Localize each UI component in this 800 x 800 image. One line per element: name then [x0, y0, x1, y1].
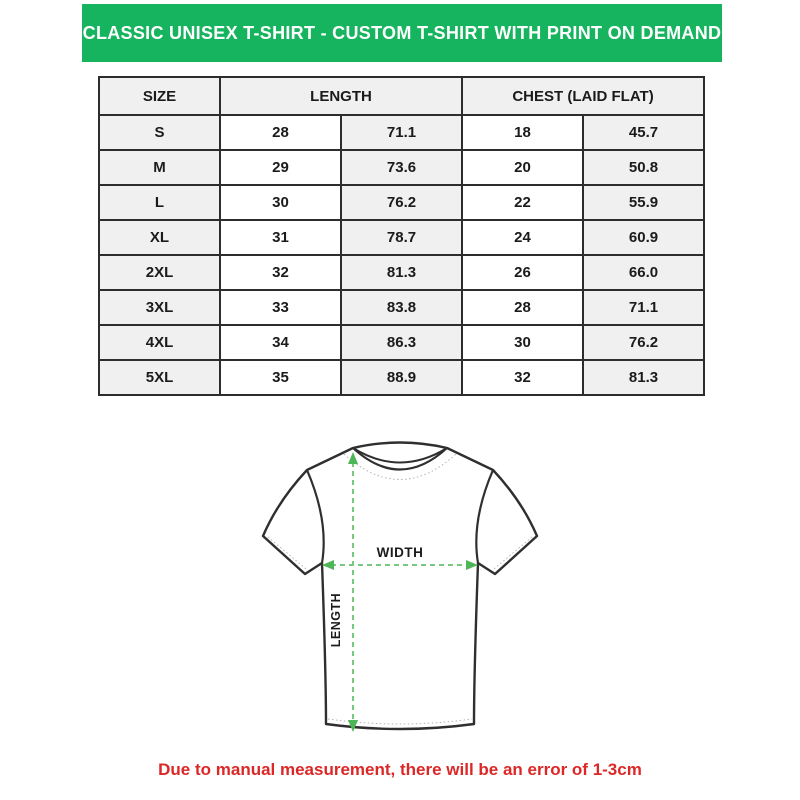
column-header-size: SIZE — [99, 77, 220, 115]
column-header-chest: CHEST (LAID FLAT) — [462, 77, 704, 115]
length-cm-cell: 78.7 — [341, 220, 462, 255]
size-cell: 5XL — [99, 360, 220, 395]
size-cell: L — [99, 185, 220, 220]
length-cm-cell: 83.8 — [341, 290, 462, 325]
length-in-cell: 32 — [220, 255, 341, 290]
width-label: WIDTH — [376, 545, 424, 560]
length-in-cell: 35 — [220, 360, 341, 395]
table-row — [99, 360, 704, 395]
length-in-cell: 34 — [220, 325, 341, 360]
length-in-cell: 33 — [220, 290, 341, 325]
chest-in-cell: 20 — [462, 150, 583, 185]
size-cell: 4XL — [99, 325, 220, 360]
chest-cm-cell: 66.0 — [583, 255, 704, 290]
measurement-disclaimer: Due to manual measurement, there will be an error of 1-3cm — [158, 760, 642, 779]
table-row — [99, 220, 704, 255]
chest-cm-cell: 81.3 — [583, 360, 704, 395]
tshirt-diagram-svg — [250, 433, 550, 745]
chest-in-cell: 18 — [462, 115, 583, 150]
table-row — [99, 290, 704, 325]
size-cell: XL — [99, 220, 220, 255]
length-cm-cell: 73.6 — [341, 150, 462, 185]
length-cm-cell: 76.2 — [341, 185, 462, 220]
table-row — [99, 255, 704, 290]
chest-cm-cell: 55.9 — [583, 185, 704, 220]
table-row — [99, 115, 704, 150]
chest-in-cell: 22 — [462, 185, 583, 220]
length-cm-cell: 86.3 — [341, 325, 462, 360]
chest-cm-cell: 76.2 — [583, 325, 704, 360]
chest-cm-cell: 50.8 — [583, 150, 704, 185]
chest-in-cell: 30 — [462, 325, 583, 360]
length-in-cell: 28 — [220, 115, 341, 150]
size-cell: S — [99, 115, 220, 150]
length-cm-cell: 81.3 — [341, 255, 462, 290]
length-in-cell: 29 — [220, 150, 341, 185]
title-banner — [82, 4, 722, 62]
size-cell: 2XL — [99, 255, 220, 290]
length-in-cell: 31 — [220, 220, 341, 255]
chest-in-cell: 26 — [462, 255, 583, 290]
size-cell: 3XL — [99, 290, 220, 325]
chest-in-cell: 32 — [462, 360, 583, 395]
chest-in-cell: 24 — [462, 220, 583, 255]
chest-in-cell: 28 — [462, 290, 583, 325]
chest-cm-cell: 45.7 — [583, 115, 704, 150]
tshirt-measurement-diagram — [250, 433, 550, 745]
chest-cm-cell: 71.1 — [583, 290, 704, 325]
table-row — [99, 185, 704, 220]
column-header-length: LENGTH — [220, 77, 462, 115]
length-label: LENGTH — [329, 592, 343, 648]
length-cm-cell: 88.9 — [341, 360, 462, 395]
size-cell: M — [99, 150, 220, 185]
tshirt-outline — [263, 443, 537, 730]
table-row — [99, 150, 704, 185]
length-cm-cell: 71.1 — [341, 115, 462, 150]
table-row — [99, 325, 704, 360]
table-header-row — [99, 77, 704, 115]
size-chart-table — [98, 76, 705, 396]
chest-cm-cell: 60.9 — [583, 220, 704, 255]
length-in-cell: 30 — [220, 185, 341, 220]
page-title: CLASSIC UNISEX T-SHIRT - CUSTOM T-SHIRT WITH PRINT ON DEMAND — [82, 22, 722, 43]
